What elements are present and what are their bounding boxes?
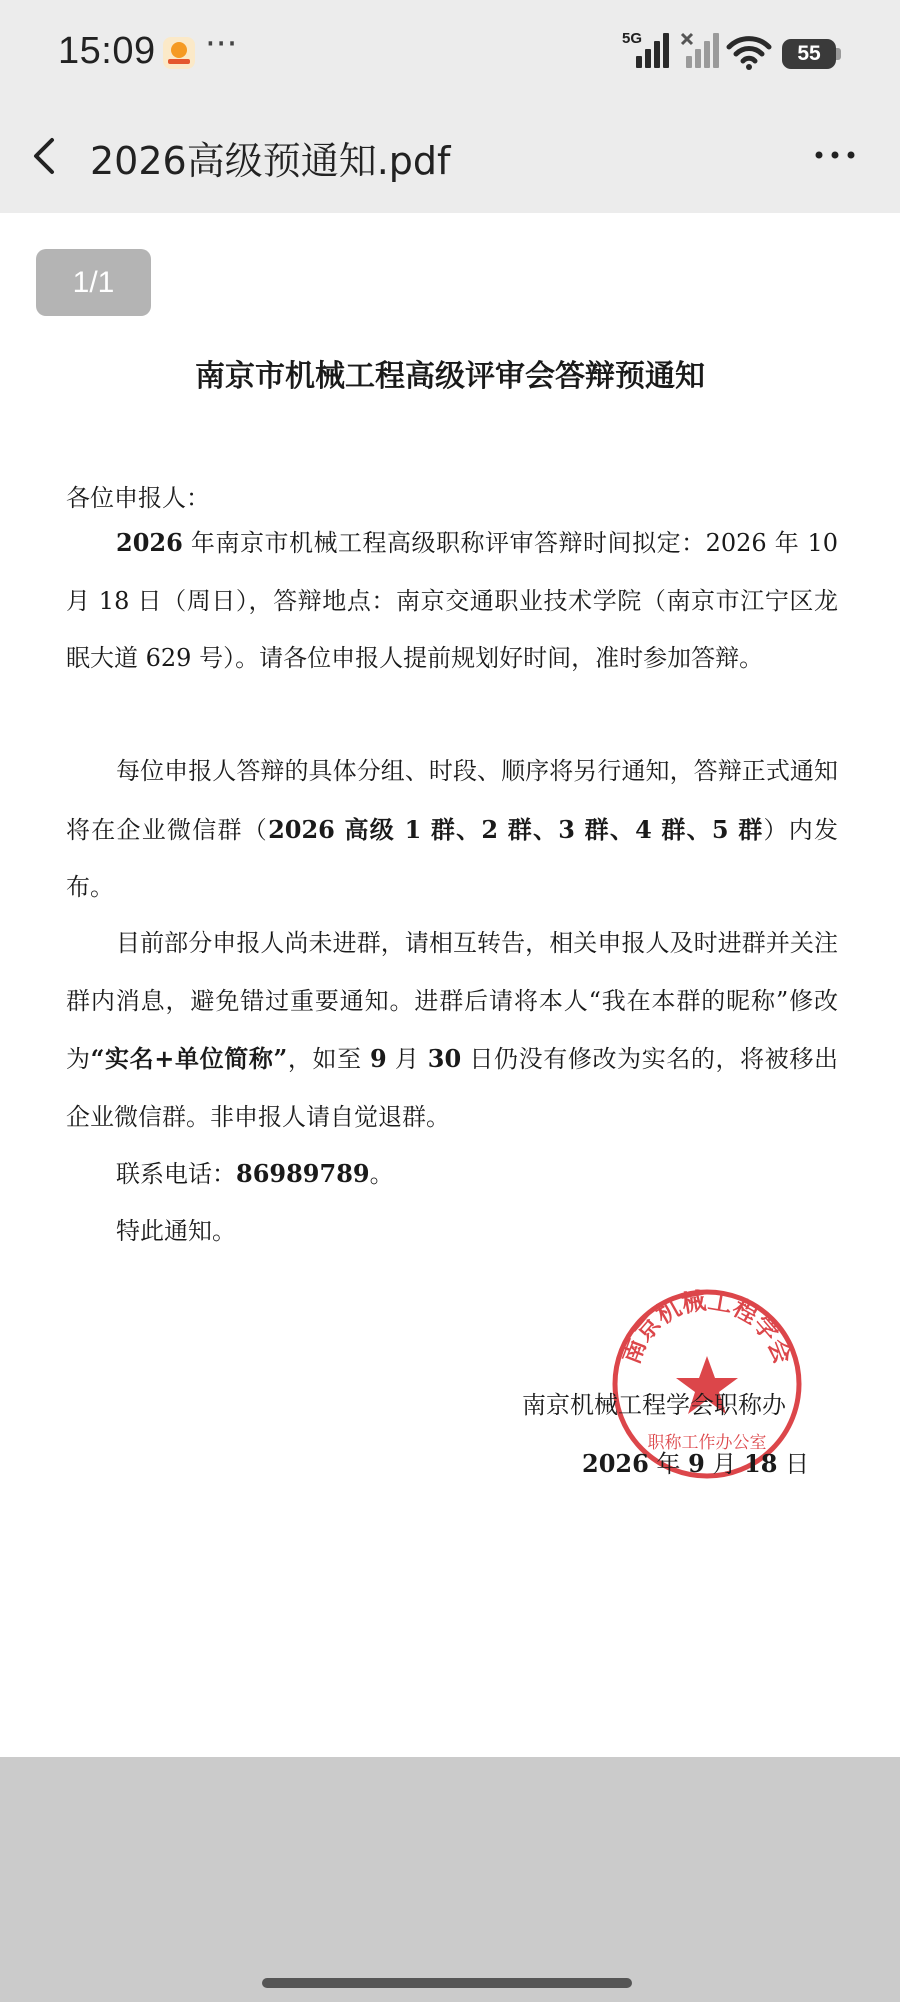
seal-text-inner: 职称工作办公室 (647, 1433, 767, 1453)
paragraph-schedule (66, 514, 838, 688)
battery-tip (836, 48, 841, 60)
document-title: 南京市机械工程高级评审会答辩预通知 (195, 359, 705, 394)
paragraph-grouping-text1: 每位申报人答辩的具体分组、时段、顺序将另行通知，答辩正式通知将在企业微信群（ (66, 757, 838, 844)
contact-phone[interactable]: 86989789 (236, 1159, 370, 1188)
seal-text-outer: 南京机械工程学会 (616, 1286, 798, 1368)
deadline-month: 9 (369, 1044, 387, 1073)
title-bar (0, 100, 900, 213)
closing-line: 特此通知。 (116, 1217, 236, 1245)
sign-year-unit: 年 (648, 1450, 689, 1478)
document-filename: 2026高级预通知.pdf (90, 139, 451, 183)
sign-date (582, 1444, 809, 1479)
signal-sim2-icon (680, 32, 722, 70)
status-time: 15:09 (58, 30, 156, 72)
sign-year: 2026 (582, 1449, 649, 1478)
paragraph-schedule-text: 年南京市机械工程高级职称评审答辩时间拟定：2026 年 10 月 18 日（周日），答辩地点：南京交通职业技术学院（南京市江宁区龙眠大道 629 号）。请各位申报人提前规划好时间，准时参加答辩。 (66, 529, 838, 672)
paragraph-join-text4: 日仍没有修改为实名的，将被移出企业微信群。非申报人请自觉退群。 (66, 1045, 838, 1131)
paragraph-join-text2: ，如至 (287, 1045, 370, 1073)
contact-line (66, 1145, 838, 1204)
status-bar (0, 0, 900, 100)
more-menu-icon (805, 135, 865, 175)
paragraph-join-group (66, 915, 838, 1146)
svg-text:南京机械工程学会 (617, 1287, 797, 1368)
deadline-day: 30 (427, 1044, 462, 1073)
sign-day-unit: 日 (777, 1450, 810, 1478)
signer-name: 南京机械工程学会职称办 (522, 1391, 786, 1419)
more-menu-button[interactable] (805, 135, 865, 175)
home-indicator-bar[interactable] (262, 1978, 632, 1988)
paragraph-join-text3: 月 (386, 1045, 428, 1073)
battery-level: 55 (797, 42, 821, 65)
sign-month: 9 (688, 1449, 705, 1478)
paragraph-grouping-text2: ）内发布。 (66, 815, 838, 901)
groups-bold: 2026 高级 1 群、2 群、3 群、4 群、5 群 (268, 814, 764, 844)
contact-end: 。 (369, 1160, 394, 1188)
year-bold: 2026 (116, 528, 183, 557)
realname-bold: “实名+单位简称” (90, 1044, 288, 1073)
wifi-icon (726, 36, 772, 70)
network-type-label: 5G (622, 30, 643, 47)
app-notification-icon (163, 37, 195, 69)
contact-label: 联系电话： (116, 1160, 236, 1188)
sign-day: 18 (744, 1449, 778, 1478)
status-overflow: ··· (205, 24, 238, 64)
signal-5g-icon (622, 32, 672, 70)
page-indicator: 1/1 (36, 249, 151, 316)
salutation: 各位申报人： (66, 484, 210, 512)
back-arrow-icon (22, 128, 72, 184)
back-button[interactable] (22, 128, 72, 184)
paragraph-join-text1: 目前部分申报人尚未进群，请相互转告，相关申报人及时进群并关注群内消息，避免错过重要通知。进群后请将本人“我在本群的昵称”修改为 (66, 929, 838, 1073)
paragraph-grouping (66, 743, 838, 917)
pdf-page[interactable] (0, 213, 900, 1757)
sign-month-unit: 月 (704, 1450, 745, 1478)
